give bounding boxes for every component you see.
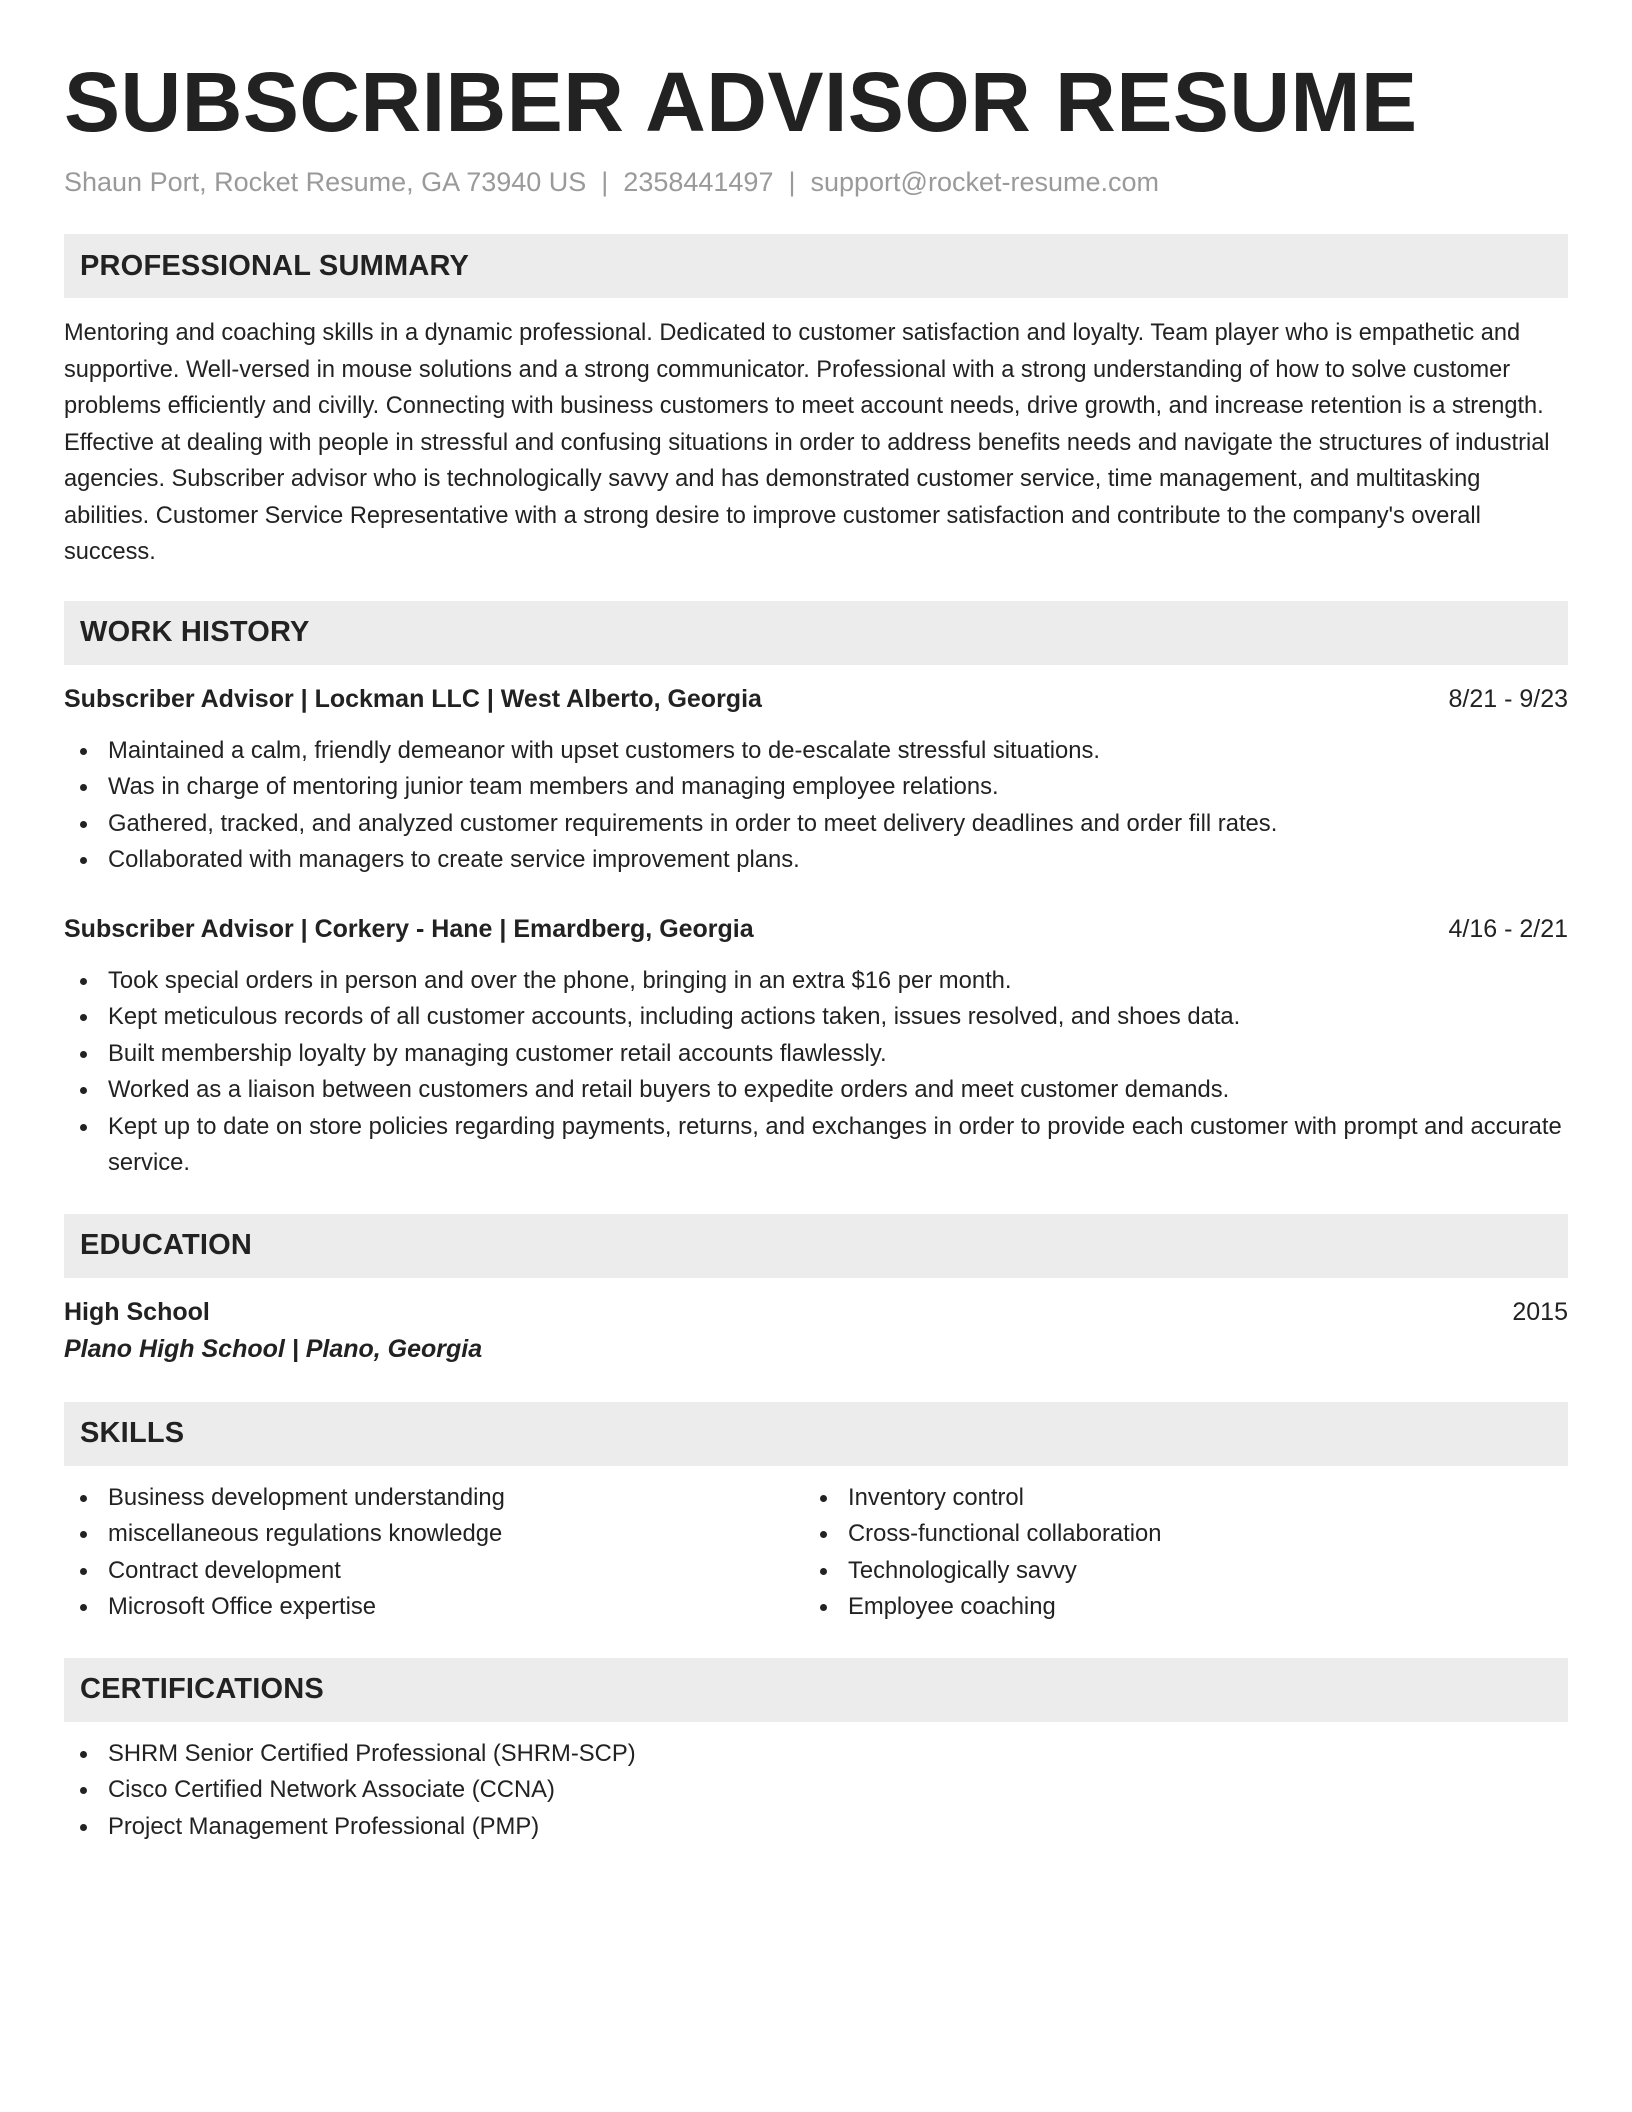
contact-email: support@rocket-resume.com: [810, 167, 1160, 197]
job-header: [64, 911, 1568, 947]
contact-separator: |: [788, 167, 796, 197]
certifications-list: [64, 1736, 1568, 1846]
education-degree: High School: [64, 1297, 210, 1326]
job-dates: 4/16 - 2/21: [1448, 914, 1568, 943]
education-entry: [64, 1294, 1568, 1368]
education-year: 2015: [1512, 1297, 1568, 1326]
resume-page: [64, 52, 1568, 1845]
resume-title: SUBSCRIBER ADVISOR RESUME: [64, 55, 1418, 149]
job-bullet: Kept up to date on store policies regarding payments, returns, and exchanges in order to provide each customer with prompt and accurate service.: [64, 1109, 1568, 1182]
contact-separator: |: [601, 167, 609, 197]
job-bullet: Kept meticulous records of all customer accounts, including actions taken, issues resolved, and shoes data.: [64, 999, 1568, 1036]
skills-list: [64, 1480, 1568, 1626]
work-history-heading: WORK HISTORY: [64, 601, 1568, 665]
job-bullets: [64, 733, 1568, 879]
job-title: Subscriber Advisor | Lockman LLC | West Alberto, Georgia: [64, 684, 762, 713]
contact-address: Shaun Port, Rocket Resume, GA 73940 US: [64, 167, 587, 197]
certification-item: Project Management Professional (PMP): [64, 1809, 1568, 1846]
skill-item: Inventory control: [804, 1480, 1544, 1517]
summary-text: Mentoring and coaching skills in a dynamic professional. Dedicated to customer satisfaction and loyalty. Team player who is empathetic and supportive. Well-versed in mouse solutions and a strong communicator. Professional with a strong understanding of how to solve customer problems efficiently and civilly. Connecting with business customers to meet account needs, drive growth, and increase retention is a strength. Effective at dealing with people in stressful and confusing situations in order to address benefits needs and navigate the structures of industrial agencies. Subscriber advisor who is technologically savvy and has demonstrated customer service, time management, and multitasking abilities. Customer Service Representative with a strong desire to improve customer satisfaction and contribute to the company's overall success.: [64, 320, 1550, 565]
contact-line: [64, 164, 1568, 200]
job-dates: 8/21 - 9/23: [1448, 684, 1568, 713]
skill-item: Employee coaching: [804, 1589, 1544, 1626]
skill-item: miscellaneous regulations knowledge: [64, 1516, 804, 1553]
job-bullet: Was in charge of mentoring junior team members and managing employee relations.: [64, 769, 1568, 806]
education-school: Plano High School | Plano, Georgia: [64, 1334, 483, 1363]
job-title: Subscriber Advisor | Corkery - Hane | Emardberg, Georgia: [64, 914, 754, 943]
skills-heading: SKILLS: [64, 1402, 1568, 1466]
job-bullet: Took special orders in person and over the phone, bringing in an extra $16 per month.: [64, 963, 1568, 1000]
certification-item: SHRM Senior Certified Professional (SHRM-SCP): [64, 1736, 1568, 1773]
skill-item: Cross-functional collaboration: [804, 1516, 1544, 1553]
certifications-heading: CERTIFICATIONS: [64, 1658, 1568, 1722]
certification-item: Cisco Certified Network Associate (CCNA): [64, 1772, 1568, 1809]
skill-item: Microsoft Office expertise: [64, 1589, 804, 1626]
job-bullet: Built membership loyalty by managing customer retail accounts flawlessly.: [64, 1036, 1568, 1073]
summary-heading: PROFESSIONAL SUMMARY: [64, 234, 1568, 298]
job-header: [64, 681, 1568, 717]
job-bullet: Gathered, tracked, and analyzed customer requirements in order to meet delivery deadlines and order fill rates.: [64, 806, 1568, 843]
job-bullet: Worked as a liaison between customers and retail buyers to expedite orders and meet customer demands.: [64, 1072, 1568, 1109]
job-entry: [64, 911, 1568, 1182]
skill-item: Business development understanding: [64, 1480, 804, 1517]
skill-item: Technologically savvy: [804, 1553, 1544, 1590]
education-heading: EDUCATION: [64, 1214, 1568, 1278]
skill-item: Contract development: [64, 1553, 804, 1590]
education-header: [64, 1294, 1568, 1330]
job-entry: [64, 681, 1568, 879]
job-bullet: Maintained a calm, friendly demeanor with upset customers to de-escalate stressful situations.: [64, 733, 1568, 770]
job-bullets: [64, 963, 1568, 1182]
job-bullet: Collaborated with managers to create service improvement plans.: [64, 842, 1568, 879]
skills-column-right: [804, 1480, 1544, 1626]
contact-phone: 2358441497: [623, 167, 774, 197]
skills-column-left: [64, 1480, 804, 1626]
